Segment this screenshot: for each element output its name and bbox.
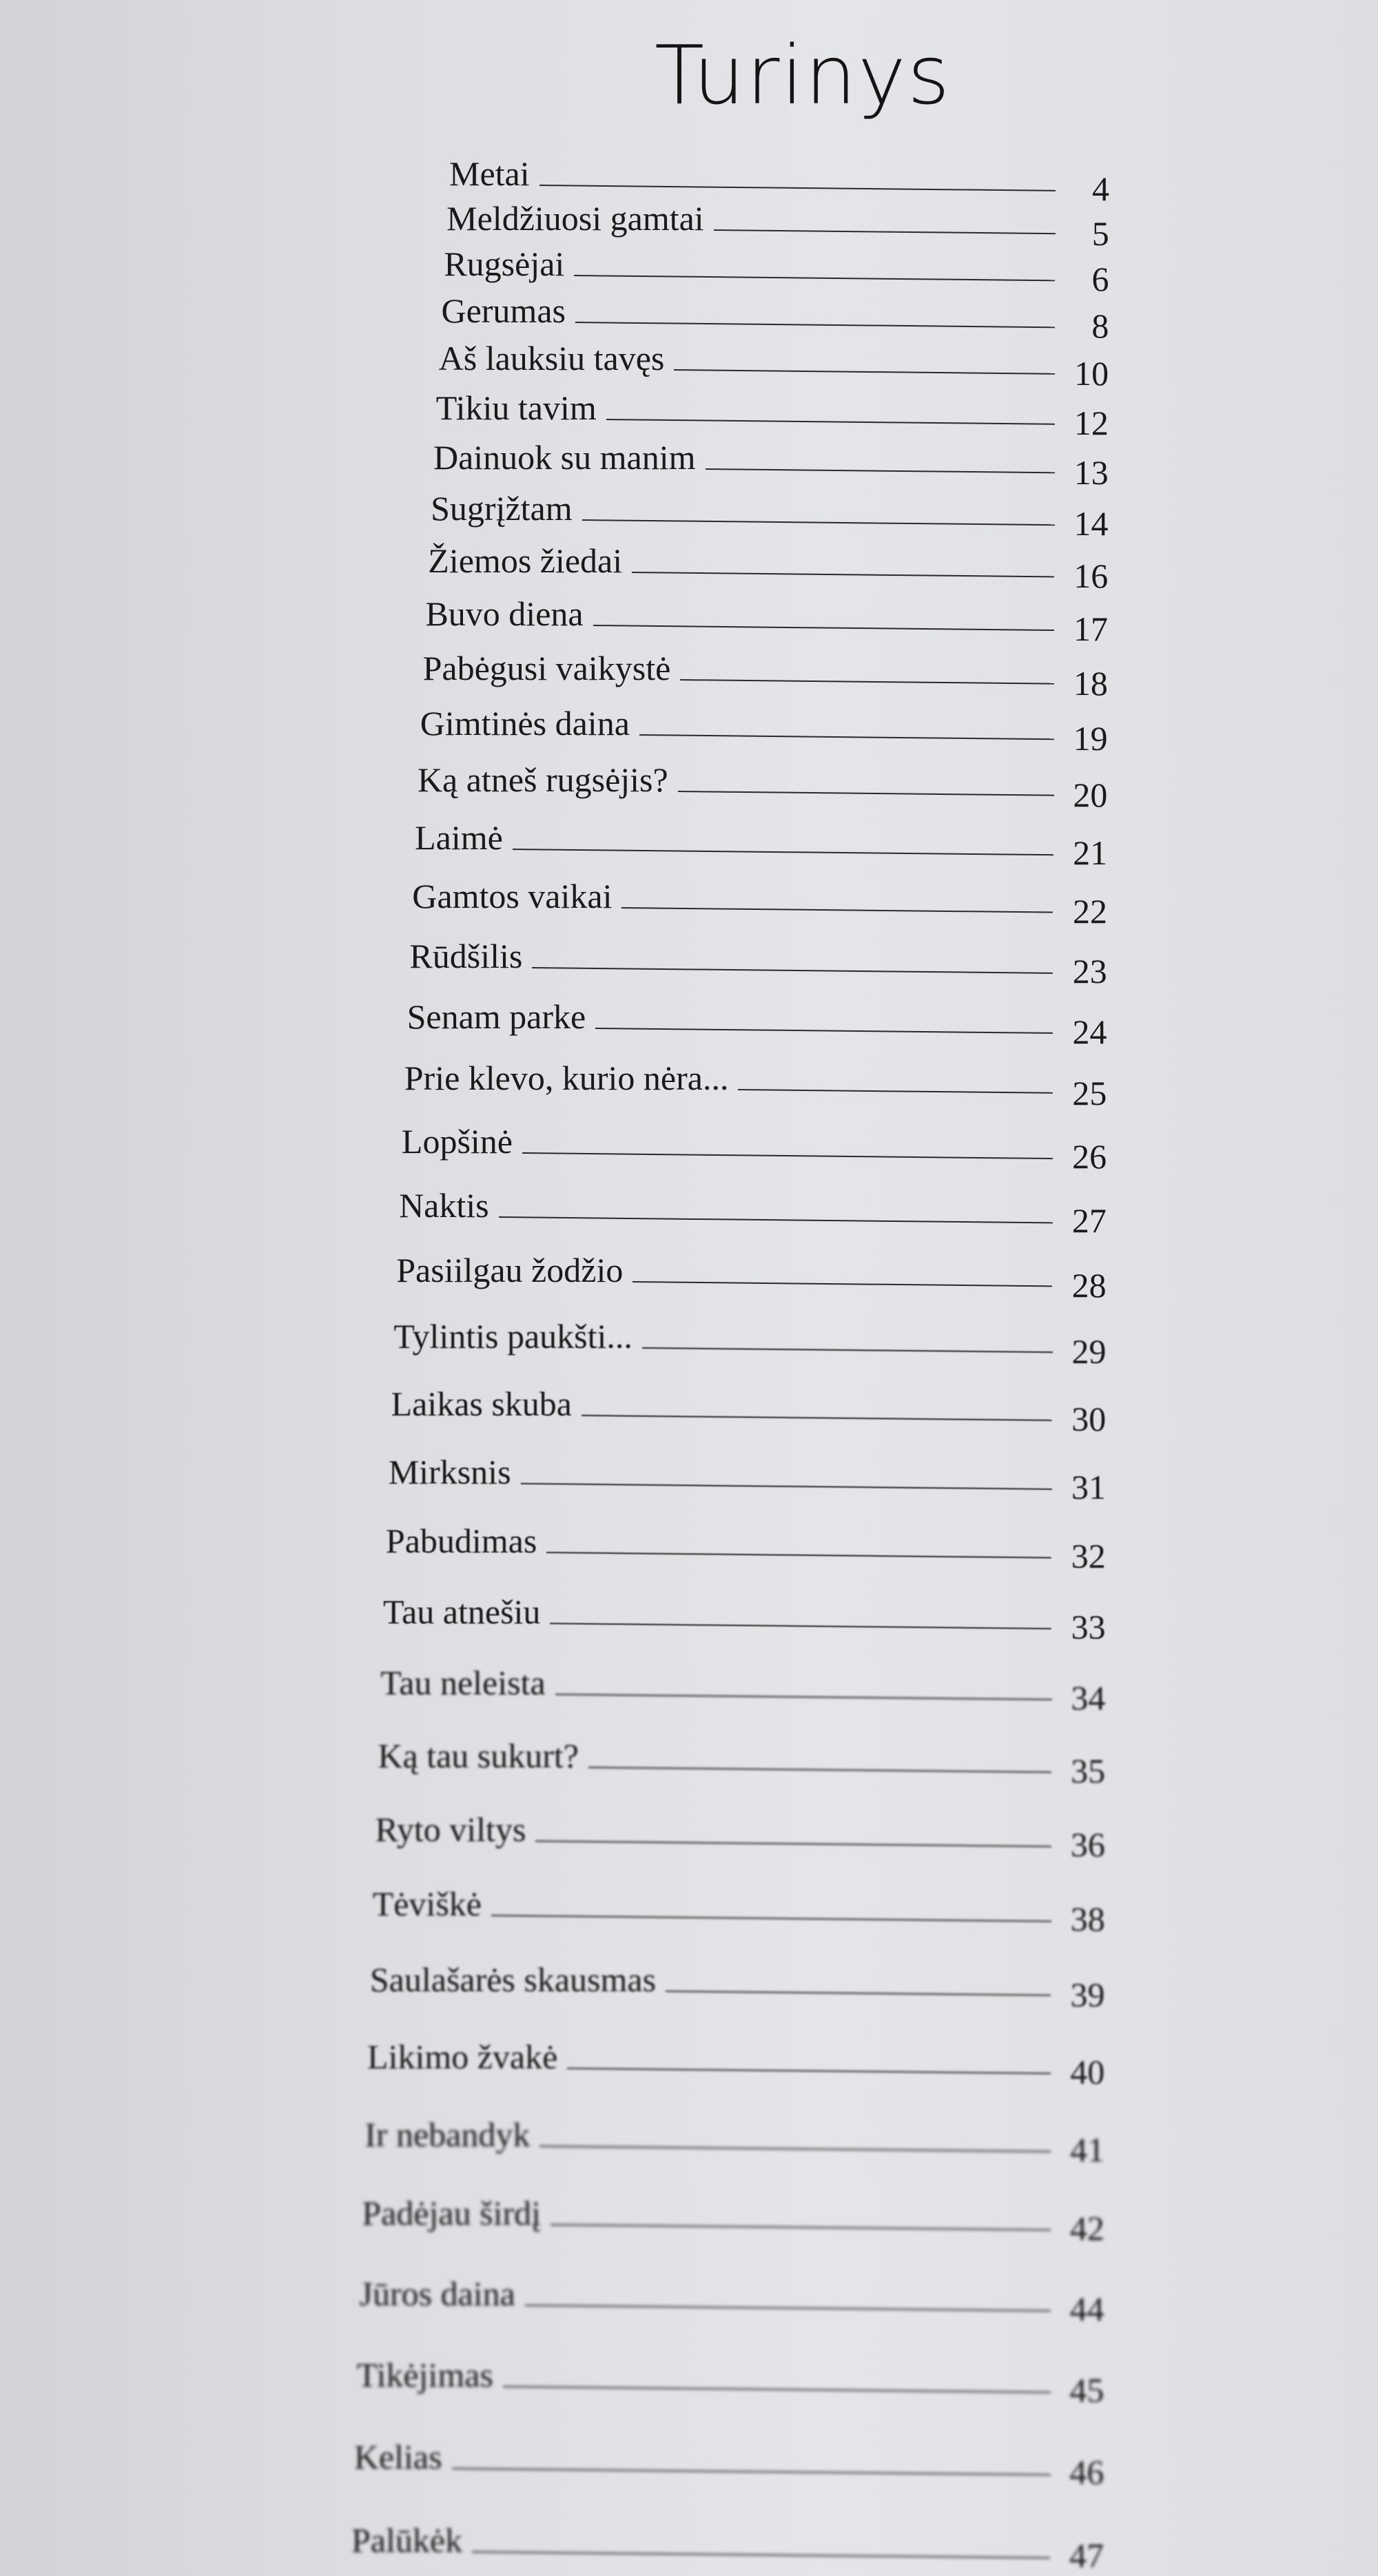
toc-entry bbox=[373, 1883, 1107, 1938]
toc-entry bbox=[441, 290, 1110, 345]
toc-page-number: 8 bbox=[1091, 307, 1109, 346]
dot-leader-line bbox=[499, 1216, 1053, 1223]
toc-page-number: 35 bbox=[1071, 1751, 1106, 1790]
toc-entry bbox=[436, 387, 1110, 442]
toc-entry bbox=[393, 1316, 1107, 1371]
toc-entry bbox=[404, 1057, 1109, 1112]
toc-entry-title: Tau neleista bbox=[380, 1663, 546, 1703]
dot-leader-line bbox=[674, 369, 1055, 375]
toc-entry-title: Gimtinės daina bbox=[420, 704, 630, 743]
dot-leader-line bbox=[595, 1028, 1053, 1034]
toc-entry-title: Gerumas bbox=[441, 291, 566, 331]
dot-leader-line bbox=[550, 1623, 1051, 1630]
toc-page-number: 10 bbox=[1074, 354, 1109, 393]
toc-page-number: 32 bbox=[1071, 1537, 1106, 1576]
dot-leader-line bbox=[714, 229, 1056, 234]
toc-entry bbox=[399, 1185, 1108, 1240]
toc-entry bbox=[425, 593, 1109, 648]
toc-entry bbox=[376, 1809, 1107, 1864]
toc-entry-title: Pasiilgau žodžio bbox=[396, 1251, 624, 1289]
dot-leader-line bbox=[738, 1089, 1053, 1094]
dot-leader-line bbox=[521, 1483, 1052, 1490]
toc-page-number: 44 bbox=[1069, 2289, 1104, 2328]
toc-page-number: 47 bbox=[1069, 2535, 1104, 2575]
toc-entry-title: Žiemos žiedai bbox=[428, 541, 623, 580]
toc-entry bbox=[431, 488, 1109, 543]
toc-entry-title: Likimo žvakė bbox=[367, 2037, 558, 2076]
toc-entry bbox=[423, 647, 1109, 703]
toc-entry bbox=[362, 2192, 1106, 2247]
toc-entry bbox=[396, 1249, 1107, 1305]
toc-entry bbox=[351, 2520, 1105, 2575]
toc-page-number: 39 bbox=[1070, 1975, 1105, 2014]
toc-entry-title: Ir nebandyk bbox=[364, 2115, 531, 2154]
toc-entry-title: Meldžiuosi gamtai bbox=[446, 198, 704, 238]
toc-page-number: 24 bbox=[1072, 1012, 1107, 1051]
toc-entry-title: Ryto viltys bbox=[375, 1809, 526, 1849]
dot-leader-line bbox=[452, 2468, 1051, 2475]
toc-page-number: 34 bbox=[1071, 1679, 1106, 1718]
toc-entry bbox=[383, 1591, 1107, 1646]
toc-entry bbox=[439, 337, 1110, 393]
toc-entry bbox=[378, 1735, 1107, 1790]
toc-page-number: 45 bbox=[1069, 2370, 1104, 2409]
toc-page-number: 28 bbox=[1071, 1266, 1107, 1305]
dot-leader-line bbox=[680, 679, 1054, 685]
toc-page-number: 25 bbox=[1072, 1074, 1107, 1113]
dot-leader-line bbox=[539, 2146, 1051, 2152]
dot-leader-line bbox=[633, 1281, 1052, 1287]
toc-page-number: 5 bbox=[1091, 214, 1109, 253]
toc-entry bbox=[418, 759, 1109, 814]
toc-entry bbox=[412, 875, 1109, 931]
dot-leader-line bbox=[525, 2305, 1051, 2312]
toc-entry-title: Buvo diena bbox=[425, 594, 584, 634]
toc-entry bbox=[415, 817, 1109, 872]
toc-entry-title: Tėviškė bbox=[372, 1884, 482, 1923]
toc-entry-title: Padėjau širdį bbox=[362, 2194, 542, 2233]
dot-leader-line bbox=[546, 1552, 1051, 1559]
toc-page-number: 38 bbox=[1070, 1899, 1105, 1938]
toc-entry-title: Laimė bbox=[415, 818, 503, 857]
toc-page-number: 19 bbox=[1073, 719, 1108, 758]
toc-entry-title: Jūros daina bbox=[359, 2274, 515, 2313]
toc-page-number: 40 bbox=[1070, 2052, 1105, 2091]
toc-entry-title: Tikiu tavim bbox=[435, 388, 597, 427]
toc-page-number: 46 bbox=[1069, 2452, 1104, 2491]
toc-entry-title: Prie klevo, kurio nėra... bbox=[404, 1059, 729, 1098]
toc-entry bbox=[367, 2036, 1106, 2091]
dot-leader-line bbox=[567, 2068, 1051, 2074]
toc-entry bbox=[433, 437, 1110, 492]
dot-leader-line bbox=[535, 1840, 1051, 1847]
dot-leader-line bbox=[575, 322, 1055, 328]
dot-leader-line bbox=[522, 1152, 1053, 1159]
toc-page-number: 13 bbox=[1073, 453, 1109, 492]
toc-entry-title: Naktis bbox=[399, 1185, 489, 1225]
toc-page-number: 18 bbox=[1073, 664, 1108, 703]
toc-entry bbox=[354, 2436, 1105, 2491]
dot-leader-line bbox=[705, 468, 1054, 473]
toc-entry-title: Gamtos vaikai bbox=[412, 876, 613, 915]
dot-leader-line bbox=[555, 1694, 1052, 1701]
toc-entry bbox=[386, 1520, 1107, 1575]
toc-entry bbox=[380, 1662, 1107, 1717]
toc-page-number: 6 bbox=[1091, 260, 1109, 299]
toc-entry-title: Pabudimas bbox=[385, 1521, 537, 1561]
toc-page-number: 27 bbox=[1071, 1201, 1107, 1240]
toc-page-number: 30 bbox=[1071, 1399, 1107, 1438]
toc-page-number: 42 bbox=[1069, 2209, 1104, 2248]
dot-leader-line bbox=[574, 275, 1055, 281]
toc-page-number: 4 bbox=[1092, 169, 1109, 208]
toc-entry-title: Senam parke bbox=[407, 997, 586, 1036]
toc-entry-title: Ką atneš rugsėjis? bbox=[417, 760, 668, 800]
toc-page-number: 33 bbox=[1071, 1607, 1106, 1646]
dot-leader-line bbox=[588, 1767, 1051, 1773]
toc-entry-title: Saulašarės skausmas bbox=[369, 1960, 657, 1999]
dot-leader-line bbox=[678, 791, 1054, 796]
toc-page-number: 26 bbox=[1072, 1136, 1107, 1176]
dot-leader-line bbox=[491, 1915, 1051, 1922]
dot-leader-line bbox=[582, 1415, 1052, 1421]
dot-leader-line bbox=[513, 849, 1053, 855]
toc-entry-title: Ką tau sukurt? bbox=[378, 1736, 579, 1775]
toc-entry-title: Laikas skuba bbox=[391, 1384, 572, 1423]
toc-entry-title: Mirksnis bbox=[388, 1452, 511, 1491]
dot-leader-line bbox=[503, 2386, 1051, 2393]
toc-entry-title: Dainuok su manim bbox=[433, 438, 696, 477]
toc-entry bbox=[389, 1451, 1107, 1506]
toc-entry-title: Sugrįžtam bbox=[431, 489, 573, 528]
dot-leader-line bbox=[642, 1347, 1053, 1353]
toc-page-number: 17 bbox=[1073, 610, 1109, 649]
dot-leader-line bbox=[582, 519, 1055, 526]
dot-leader-line bbox=[551, 2224, 1051, 2231]
toc-page-number: 20 bbox=[1073, 776, 1108, 815]
toc-page-number: 22 bbox=[1072, 891, 1107, 931]
toc-page-number: 29 bbox=[1071, 1331, 1107, 1371]
toc-page-number: 41 bbox=[1070, 2130, 1105, 2169]
toc-entry bbox=[420, 703, 1109, 758]
toc-entry bbox=[357, 2354, 1106, 2409]
dot-leader-line bbox=[539, 185, 1056, 191]
toc-entry bbox=[364, 2114, 1106, 2169]
dot-leader-line bbox=[593, 625, 1054, 631]
toc-entry-title: Pabėgusi vaikystė bbox=[422, 649, 671, 687]
toc-page-number: 21 bbox=[1073, 833, 1108, 872]
dot-leader-line bbox=[639, 734, 1054, 740]
toc-page-number: 12 bbox=[1073, 403, 1109, 442]
toc-entry bbox=[402, 1121, 1108, 1176]
toc-entry-title: Metai bbox=[449, 154, 530, 193]
toc-entry-title: Kelias bbox=[353, 2437, 442, 2476]
toc-entry-title: Tikėjimas bbox=[356, 2355, 493, 2394]
dot-leader-line bbox=[666, 1991, 1051, 1996]
toc-page-number: 23 bbox=[1072, 951, 1107, 990]
dot-leader-line bbox=[472, 2551, 1050, 2559]
toc-entry bbox=[360, 2273, 1106, 2328]
toc-entry-title: Rugsėjai bbox=[444, 245, 565, 284]
toc-entry-title: Tylintis paukšti... bbox=[393, 1316, 633, 1355]
toc-entry bbox=[370, 1959, 1107, 2014]
toc-entry bbox=[391, 1383, 1108, 1438]
toc-entry-title: Palūkėk bbox=[351, 2520, 463, 2559]
toc-entry-title: Aš lauksiu tavęs bbox=[438, 339, 665, 378]
toc-entry-title: Rūdšilis bbox=[409, 936, 523, 975]
toc-entry-title: Tau atnešiu bbox=[383, 1592, 541, 1631]
toc-entry bbox=[407, 996, 1109, 1051]
dot-leader-line bbox=[606, 419, 1055, 425]
toc-page-number: 36 bbox=[1070, 1825, 1105, 1864]
dot-leader-line bbox=[532, 967, 1053, 974]
page-title: Turinys bbox=[655, 28, 952, 123]
toc-page-number: 14 bbox=[1073, 504, 1109, 543]
dot-leader-line bbox=[632, 572, 1054, 577]
toc-entry bbox=[428, 540, 1109, 595]
toc-entry bbox=[409, 935, 1108, 990]
toc-page-number: 16 bbox=[1073, 556, 1109, 595]
toc-page-number: 31 bbox=[1071, 1467, 1107, 1506]
dot-leader-line bbox=[621, 907, 1053, 913]
toc-entry-title: Lopšinė bbox=[401, 1121, 513, 1161]
